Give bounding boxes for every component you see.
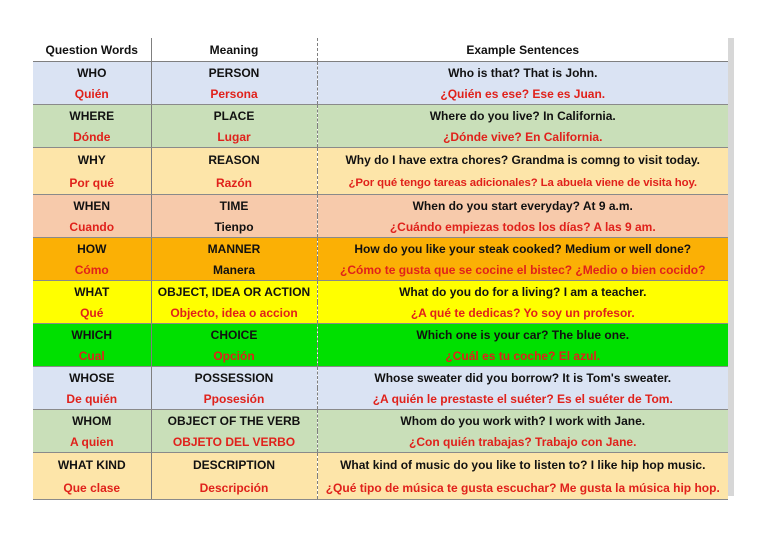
question-word-spanish-cell: Que clase <box>33 476 151 500</box>
question-word-spanish-cell: Qué <box>33 302 151 324</box>
sheet-right-edge <box>728 38 734 496</box>
example-sentence-spanish-cell: ¿Con quién trabajas? Trabajo con Jane. <box>317 431 728 453</box>
question-word-english-cell: WHO <box>33 62 151 84</box>
table-row-es <box>33 126 728 148</box>
question-word-english-cell: WHAT KIND <box>33 453 151 477</box>
example-sentence-spanish-cell: ¿Qué tipo de música te gusta escuchar? Me gusta la música hip hop. <box>317 476 728 500</box>
header-question-words: Question Words <box>33 38 151 62</box>
example-sentence-spanish-cell: ¿Dónde vive? En California. <box>317 126 728 148</box>
header-example-sentences: Example Sentences <box>317 38 728 62</box>
meaning-spanish-cell: Razón <box>151 171 317 195</box>
question-word-spanish-cell: Cómo <box>33 259 151 281</box>
header-meaning: Meaning <box>151 38 317 62</box>
example-sentence-spanish-cell: ¿A quién le prestaste el suéter? Es el suéter de Tom. <box>317 388 728 410</box>
question-words-sheet <box>33 38 728 496</box>
meaning-english-cell: POSSESSION <box>151 367 317 389</box>
table-row-es <box>33 83 728 105</box>
example-sentence-spanish-cell: ¿Cuál es tu coche? El azul. <box>317 345 728 367</box>
meaning-spanish-cell: Descripción <box>151 476 317 500</box>
example-sentence-english-cell: Why do I have extra chores? Grandma is comng to visit today. <box>317 148 728 172</box>
table-row-en <box>33 238 728 260</box>
question-word-spanish-cell: Por qué <box>33 171 151 195</box>
table-row-en <box>33 453 728 477</box>
meaning-spanish-cell: Manera <box>151 259 317 281</box>
meaning-english-cell: OBJECT OF THE VERB <box>151 410 317 432</box>
example-sentence-spanish-cell: ¿Cuándo empiezas todos los días? A las 9 am. <box>317 216 728 238</box>
meaning-spanish-cell: Persona <box>151 83 317 105</box>
question-word-spanish-cell: De quién <box>33 388 151 410</box>
table-row-en <box>33 105 728 127</box>
question-word-english-cell: WHOM <box>33 410 151 432</box>
table-row-es <box>33 345 728 367</box>
meaning-english-cell: TIME <box>151 195 317 217</box>
question-word-spanish-cell: Cuando <box>33 216 151 238</box>
table-row-en <box>33 62 728 84</box>
example-sentence-spanish-cell: ¿Cómo te gusta que se cocine el bistec? ¿Medio o bien cocido? <box>317 259 728 281</box>
table-row-es <box>33 476 728 500</box>
example-sentence-english-cell: When do you start everyday? At 9 a.m. <box>317 195 728 217</box>
header-row <box>33 38 728 62</box>
table-row-en <box>33 195 728 217</box>
meaning-spanish-cell: Opción <box>151 345 317 367</box>
example-sentence-spanish-cell: ¿Por qué tengo tareas adicionales? La abuela viene de visita hoy. <box>317 171 728 195</box>
question-word-english-cell: WHAT <box>33 281 151 303</box>
table-row-en <box>33 148 728 172</box>
example-sentence-english-cell: Where do you live? In California. <box>317 105 728 127</box>
table-row-es <box>33 388 728 410</box>
meaning-english-cell: PERSON <box>151 62 317 84</box>
question-word-english-cell: WHICH <box>33 324 151 346</box>
example-sentence-spanish-cell: ¿A qué te dedicas? Yo soy un profesor. <box>317 302 728 324</box>
table-row-en <box>33 324 728 346</box>
table-row-en <box>33 410 728 432</box>
table-row-es <box>33 302 728 324</box>
example-sentence-english-cell: What kind of music do you like to listen to? I like hip hop music. <box>317 453 728 477</box>
question-word-english-cell: WHERE <box>33 105 151 127</box>
meaning-spanish-cell: Objecto, idea o accion <box>151 302 317 324</box>
question-word-spanish-cell: Quién <box>33 83 151 105</box>
table-row-es <box>33 431 728 453</box>
example-sentence-english-cell: Who is that? That is John. <box>317 62 728 84</box>
example-sentence-english-cell: Whose sweater did you borrow? It is Tom's sweater. <box>317 367 728 389</box>
question-word-spanish-cell: Dónde <box>33 126 151 148</box>
meaning-english-cell: REASON <box>151 148 317 172</box>
meaning-spanish-cell: OBJETO DEL VERBO <box>151 431 317 453</box>
question-words-table <box>33 38 728 500</box>
example-sentence-spanish-cell: ¿Quién es ese? Ese es Juan. <box>317 83 728 105</box>
meaning-english-cell: OBJECT, IDEA OR ACTION <box>151 281 317 303</box>
meaning-english-cell: PLACE <box>151 105 317 127</box>
example-sentence-english-cell: What do you do for a living? I am a teacher. <box>317 281 728 303</box>
question-word-english-cell: WHOSE <box>33 367 151 389</box>
example-sentence-english-cell: How do you like your steak cooked? Medium or well done? <box>317 238 728 260</box>
table-body <box>33 62 728 500</box>
table-row-en <box>33 281 728 303</box>
meaning-english-cell: CHOICE <box>151 324 317 346</box>
meaning-spanish-cell: Tienpo <box>151 216 317 238</box>
example-sentence-english-cell: Which one is your car? The blue one. <box>317 324 728 346</box>
question-word-english-cell: WHY <box>33 148 151 172</box>
question-word-spanish-cell: Cual <box>33 345 151 367</box>
table-row-es <box>33 216 728 238</box>
meaning-spanish-cell: Lugar <box>151 126 317 148</box>
meaning-english-cell: MANNER <box>151 238 317 260</box>
example-sentence-english-cell: Whom do you work with? I work with Jane. <box>317 410 728 432</box>
meaning-spanish-cell: Pposesión <box>151 388 317 410</box>
question-word-english-cell: WHEN <box>33 195 151 217</box>
question-word-english-cell: HOW <box>33 238 151 260</box>
meaning-english-cell: DESCRIPTION <box>151 453 317 477</box>
table-row-es <box>33 259 728 281</box>
question-word-spanish-cell: A quien <box>33 431 151 453</box>
table-row-es <box>33 171 728 195</box>
table-row-en <box>33 367 728 389</box>
